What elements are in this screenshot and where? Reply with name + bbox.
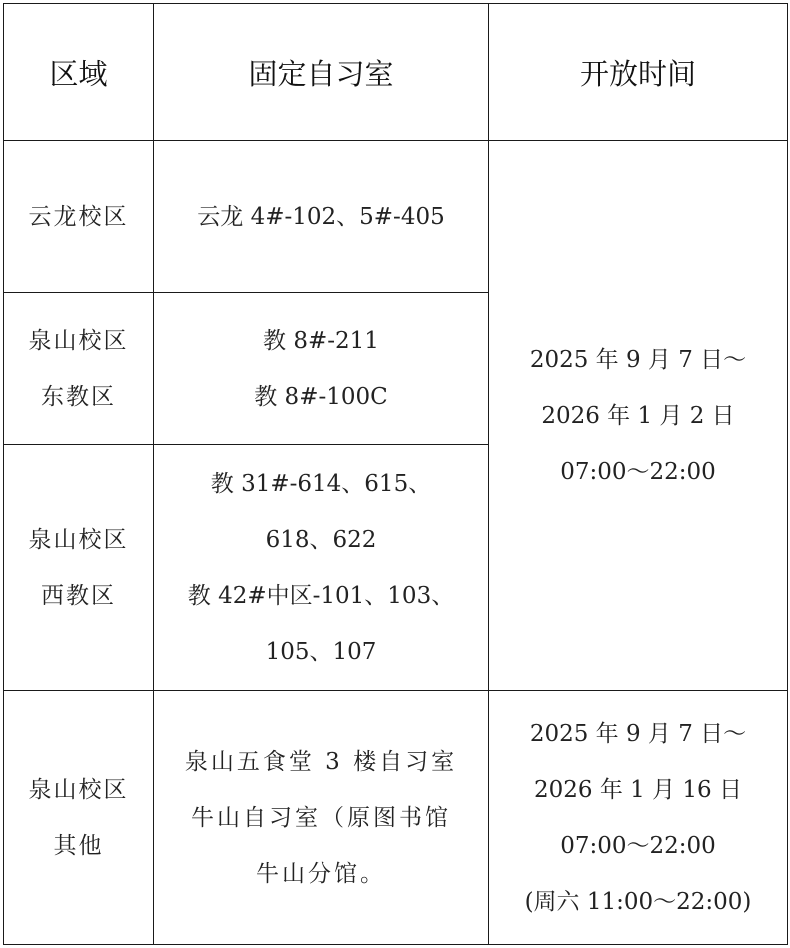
- rooms-cell: [154, 293, 489, 445]
- region-line: 其他: [53, 832, 104, 859]
- hours-cell: [489, 691, 788, 945]
- region-cell: [4, 445, 154, 691]
- room-line: 牛山分馆。: [256, 860, 386, 887]
- room-line: 泉山五食堂 3 楼自习室: [184, 748, 458, 775]
- room-line: 教 31#-614、615、: [210, 470, 432, 497]
- region-line: 泉山校区: [28, 526, 129, 553]
- hours-line: 2025 年 9 月 7 日～: [529, 346, 747, 373]
- hours-line: (周六 11:00～22:00): [524, 888, 752, 915]
- region-line: 西教区: [41, 582, 116, 609]
- region-line: 东教区: [41, 383, 116, 410]
- region-cell: [4, 293, 154, 445]
- rooms-cell: [154, 691, 489, 945]
- region-cell: [4, 141, 154, 293]
- rooms-cell: [154, 141, 489, 293]
- hours-line: 2026 年 1 月 2 日: [541, 402, 735, 429]
- hours-line: 2025 年 9 月 7 日～: [529, 720, 747, 747]
- header-rooms: 固定自习室: [154, 4, 489, 141]
- hours-line: 2026 年 1 月 16 日: [534, 776, 742, 803]
- shared-hours-cell: [489, 141, 788, 691]
- room-line: 教 8#-211: [263, 327, 379, 354]
- region-line: 泉山校区: [28, 327, 129, 354]
- table-row-other: [4, 691, 788, 945]
- header-region: 区域: [4, 4, 154, 141]
- room-line: 牛山自习室（原图书馆: [191, 804, 451, 831]
- header-hours: 开放时间: [489, 4, 788, 141]
- room-line: 云龙 4#-102、5#-405: [197, 203, 445, 230]
- room-line: 618、622: [265, 526, 377, 553]
- table-row-yunlong: [4, 141, 788, 293]
- header-row: [4, 4, 788, 141]
- rooms-cell: [154, 445, 489, 691]
- room-line: 105、107: [265, 638, 377, 665]
- hours-line: 07:00～22:00: [560, 458, 716, 485]
- room-line: 教 8#-100C: [254, 383, 388, 410]
- room-line: 教 42#中区-101、103、: [187, 582, 455, 609]
- study-room-table: [3, 3, 788, 945]
- hours-line: 07:00～22:00: [560, 832, 716, 859]
- region-cell: [4, 691, 154, 945]
- region-line: 泉山校区: [28, 776, 129, 803]
- region-line: 云龙校区: [28, 203, 129, 230]
